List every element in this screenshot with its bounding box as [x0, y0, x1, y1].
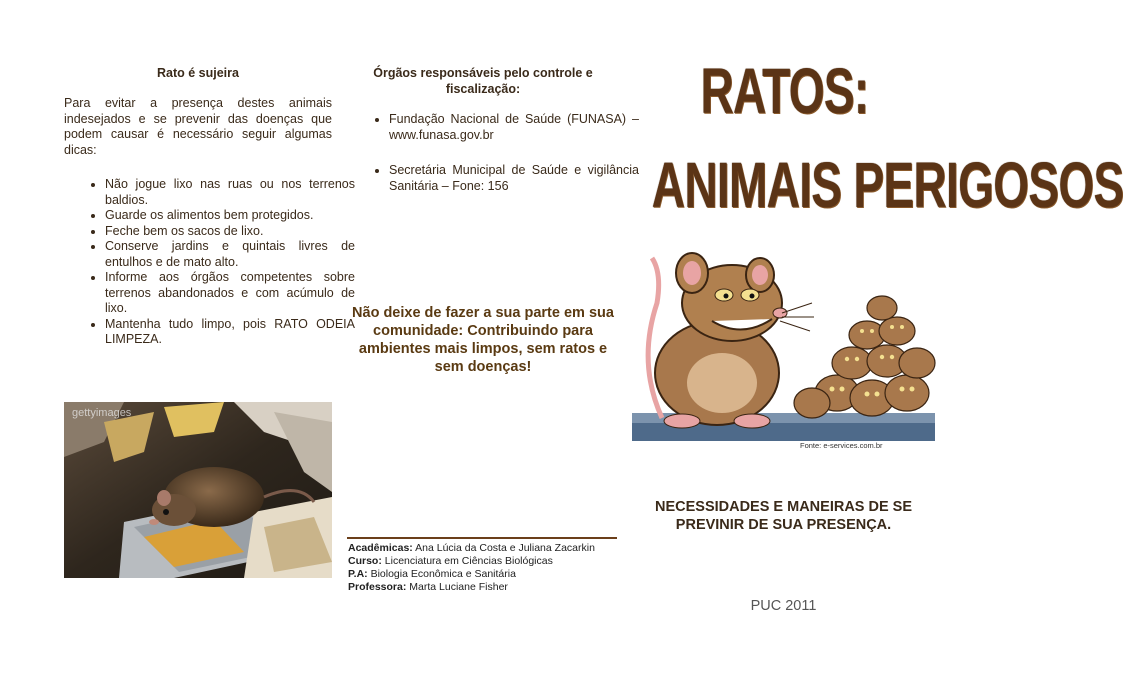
credit-pa: P.A: Biologia Econômica e Sanitária	[348, 568, 516, 580]
credit-curso: Curso: Licenciatura em Ciências Biológicas	[348, 555, 553, 567]
credit-academicas: Acadêmicas: Ana Lúcia da Costa e Juliana Zacarkin	[348, 542, 595, 554]
subtitle-necessidades: NECESSIDADES E MANEIRAS DE SE PREVINIR DE SUA PRESENÇA.	[654, 499, 913, 533]
community-callout: Não deixe de fazer a sua parte em sua comunidade: Contribuindo para ambientes mais limpos, sem ratos e sem doenças!	[352, 305, 614, 375]
credits-divider	[347, 537, 617, 539]
list-item: • Secretária Municipal de Saúde e vigilância Sanitária – Fone: 156	[389, 163, 639, 194]
list-item: • Feche bem os sacos de lixo.	[105, 224, 355, 240]
section-title-orgaos: Órgãos responsáveis pelo controle e fiscalização:	[373, 66, 593, 96]
cartoon-rats-illustration	[632, 243, 935, 441]
headline-ratos: RATOS:	[700, 55, 869, 127]
rat-photo-illustration	[64, 402, 332, 578]
list-item: • Mantenha tudo limpo, pois RATO ODEIA LIMPEZA.	[105, 317, 355, 348]
organizations-list	[366, 112, 639, 214]
headline-animais-perigosos: ANIMAIS PERIGOSOS	[651, 149, 1123, 221]
list-item: • Guarde os alimentos bem protegidos.	[105, 208, 355, 224]
image-source-caption: Fonte: e-services.com.br	[800, 441, 883, 450]
list-item: • Não jogue lixo nas ruas ou nos terrenos baldios.	[105, 177, 355, 208]
rat-in-garbage-photo	[64, 402, 332, 578]
list-item: • Conserve jardins e quintais livres de entulhos e de mato alto.	[105, 239, 355, 270]
tips-list	[82, 177, 355, 348]
cartoon-rats-image	[632, 243, 935, 441]
section-title-rato-sujeira: Rato é sujeira	[157, 66, 239, 80]
photo-watermark: gettyimages	[72, 407, 132, 419]
list-item: • Informe aos órgãos competentes sobre terrenos abandonados e com acúmulo de lixo.	[105, 270, 355, 317]
footer-puc: PUC 2011	[750, 598, 817, 614]
list-item: • Fundação Nacional de Saúde (FUNASA) – www.funasa.gov.br	[389, 112, 639, 143]
intro-paragraph: Para evitar a presença destes animais indesejados e se prevenir das doenças que podem causar é necessário seguir algumas dicas:	[64, 96, 332, 157]
credits-block	[348, 542, 618, 594]
credit-professora: Professora: Marta Luciane Fisher	[348, 581, 508, 593]
